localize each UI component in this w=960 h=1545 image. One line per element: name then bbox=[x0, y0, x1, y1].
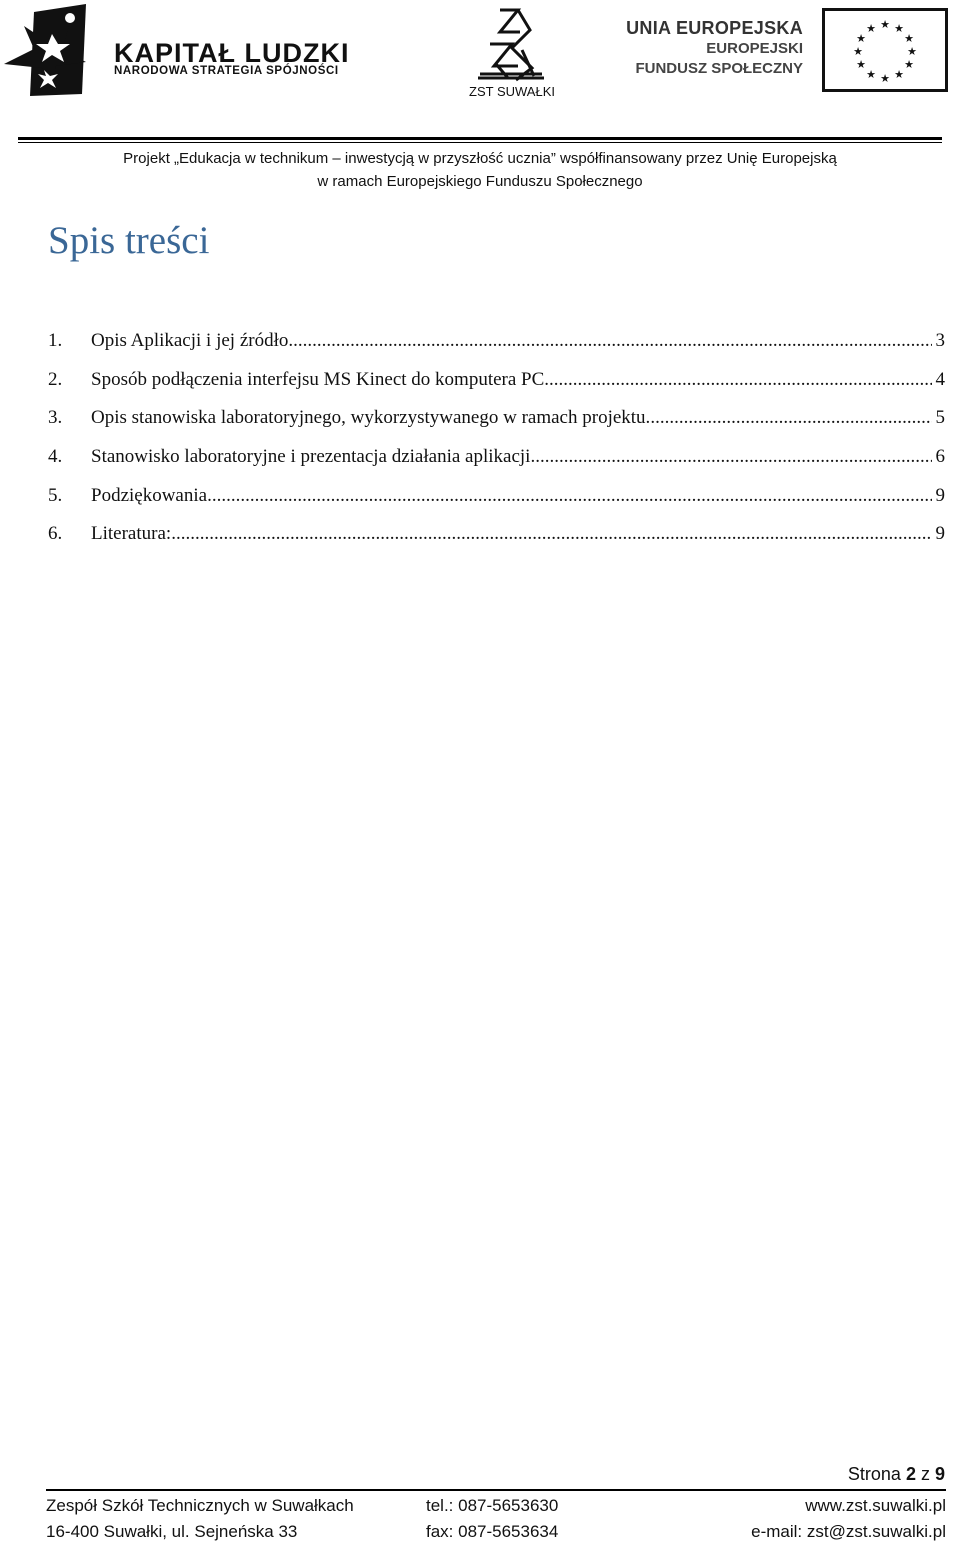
svg-text:★: ★ bbox=[880, 18, 890, 31]
page-number bbox=[848, 1464, 945, 1485]
footer-school-name: Zespół Szkół Technicznych w Suwałkach bbox=[46, 1496, 354, 1515]
page-number-current: 2 bbox=[905, 1464, 916, 1484]
toc-leader-dots bbox=[650, 405, 931, 431]
kapital-ludzki-subtitle: NARODOWA STRATEGIA SPÓJNOŚCI bbox=[114, 65, 339, 77]
svg-text:★: ★ bbox=[907, 45, 917, 58]
toc-leader-dots bbox=[171, 521, 931, 547]
toc-entry-number: 6. bbox=[48, 523, 63, 545]
toc-entry-page: 9 bbox=[935, 484, 945, 506]
toc-entry-page: 5 bbox=[935, 407, 945, 429]
toc-entry[interactable] bbox=[48, 521, 945, 560]
project-line-1: Projekt „Edukacja w technikum – inwestycją w przyszłość ucznia” współfinansowany przez Unię Europejską bbox=[123, 150, 837, 167]
toc-entry[interactable] bbox=[48, 367, 945, 406]
kapital-ludzki-title: KAPITAŁ LUDZKI bbox=[114, 38, 350, 68]
toc-entry[interactable] bbox=[48, 405, 945, 444]
toc-entry-title: Literatura: bbox=[91, 523, 172, 545]
toc-entry-page: 6 bbox=[935, 446, 945, 468]
toc-entry-number: 1. bbox=[48, 330, 63, 351]
svg-text:★: ★ bbox=[866, 68, 876, 81]
svg-text:★: ★ bbox=[866, 22, 876, 35]
svg-text:★: ★ bbox=[856, 32, 866, 45]
header-rule-thin bbox=[18, 142, 942, 143]
footer-email-link[interactable]: e-mail: zst@zst.suwalki.pl bbox=[751, 1522, 946, 1541]
footer-address: 16-400 Suwałki, ul. Sejneńska 33 bbox=[46, 1522, 298, 1541]
page-number-total: 9 bbox=[934, 1464, 945, 1484]
toc-entry-title: Podziękowania bbox=[91, 484, 208, 506]
toc-entry-page: 4 bbox=[935, 368, 945, 390]
toc-entry-title: Opis Aplikacji i jej źródło. bbox=[91, 330, 294, 351]
footer-rule bbox=[46, 1489, 946, 1491]
page-number-separator: z bbox=[920, 1464, 930, 1484]
page-number-prefix: Strona bbox=[847, 1464, 901, 1484]
svg-text:★: ★ bbox=[894, 22, 904, 35]
eu-logo bbox=[626, 6, 948, 94]
toc-entry-title: Opis stanowiska laboratoryjnego, wykorzystywanego w ramach projektu. bbox=[91, 407, 651, 429]
project-statement bbox=[0, 147, 960, 193]
svg-text:★: ★ bbox=[853, 45, 863, 58]
toc-entry[interactable] bbox=[48, 328, 945, 367]
toc-entry-number: 5. bbox=[48, 484, 63, 506]
table-of-contents bbox=[48, 328, 945, 560]
eu-flag-icon bbox=[822, 8, 948, 92]
footer bbox=[46, 1493, 946, 1545]
toc-heading: Spis treści bbox=[48, 219, 210, 262]
zst-logo bbox=[460, 4, 564, 102]
toc-entry-page: 9 bbox=[935, 523, 945, 545]
toc-leader-dots bbox=[549, 367, 931, 393]
toc-leader-dots bbox=[535, 444, 931, 470]
svg-text:★: ★ bbox=[856, 58, 866, 71]
toc-entry-number: 2. bbox=[48, 368, 63, 390]
toc-entry-title: Sposób podłączenia interfejsu MS Kinect do komputera PC. bbox=[91, 368, 550, 390]
footer-fax: fax: 087-5653634 bbox=[426, 1522, 559, 1541]
footer-website-link[interactable]: www.zst.suwalki.pl bbox=[805, 1496, 946, 1515]
toc-entry-title: Stanowisko laboratoryjne i prezentacja działania aplikacji. bbox=[91, 446, 536, 468]
project-line-2: w ramach Europejskiego Funduszu Społecznego bbox=[317, 173, 643, 190]
toc-leader-dots bbox=[293, 328, 931, 354]
toc-entry[interactable] bbox=[48, 483, 945, 522]
svg-text:★: ★ bbox=[904, 32, 914, 45]
toc-entry-page: 3 bbox=[935, 330, 945, 351]
toc-entry[interactable] bbox=[48, 444, 945, 483]
toc-entry-number: 3. bbox=[48, 407, 63, 429]
eu-subtitle-2: FUNDUSZ SPOŁECZNY bbox=[635, 60, 803, 77]
zst-emblem-icon bbox=[460, 4, 564, 84]
footer-telephone: tel.: 087-5653630 bbox=[426, 1496, 559, 1515]
header-rule bbox=[18, 137, 942, 140]
eu-title: UNIA EUROPEJSKA bbox=[626, 18, 803, 38]
toc-entry-number: 4. bbox=[48, 446, 63, 468]
svg-text:★: ★ bbox=[880, 72, 890, 85]
zst-label: ZST SUWAŁKI bbox=[469, 84, 555, 99]
svg-text:★: ★ bbox=[894, 68, 904, 81]
eu-subtitle-1: EUROPEJSKI bbox=[706, 40, 803, 57]
kapital-ludzki-logo bbox=[4, 4, 384, 96]
kapital-ludzki-emblem-icon bbox=[4, 4, 86, 96]
svg-text:★: ★ bbox=[904, 58, 914, 71]
toc-leader-dots bbox=[207, 483, 931, 509]
